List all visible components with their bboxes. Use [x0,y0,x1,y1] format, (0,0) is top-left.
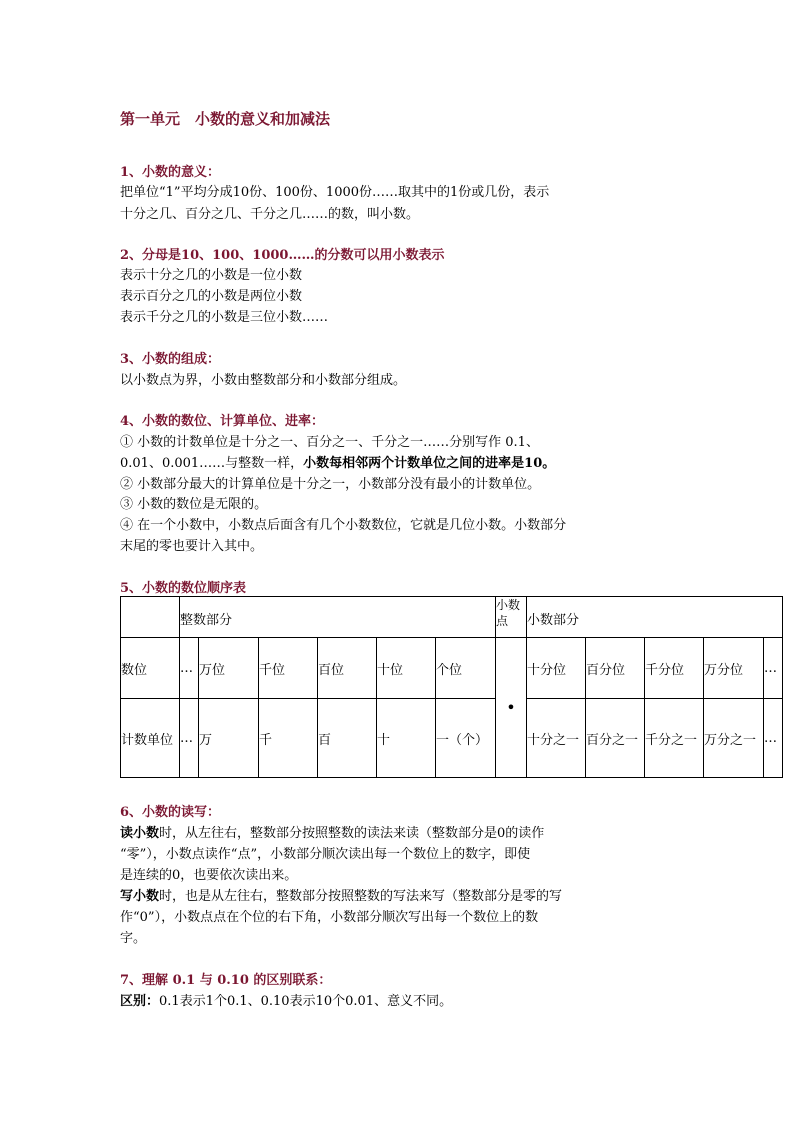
decimal-point-dot: • [496,638,527,778]
write-text: 时，也是从左往右，整数部分按照整数的写法来写（整数部分是零的写 [159,889,563,904]
int-place: 万位 [199,638,259,699]
unit-row-label: 计数单位 [121,699,180,778]
section-4-line-2-bold: 小数每相邻两个计数单位之间的进率是10。 [303,456,556,471]
ellipsis-left: … [180,638,199,699]
section-4-heading: 4、小数的数位、计算单位、进率： [120,414,325,429]
decimal-part-header: 小数部分 [527,597,783,638]
section-4-line-1: ① 小数的计数单位是十分之一、百分之一、千分之一……分别写作 0.1、 [120,435,539,450]
section-4-line-6: 末尾的零也要计入其中。 [120,539,264,554]
section-3-line-1: 以小数点为界，小数由整数部分和小数部分组成。 [120,373,407,388]
section-7-heading: 7、理解 0.1 与 0.10 的区别联系： [120,973,332,988]
read-label: 读小数 [120,826,160,841]
int-place: 个位 [436,638,496,699]
section-4-line-2 [120,452,555,471]
section-4-line-5: ④ 在一个小数中，小数点后面含有几个小数数位，它就是几位小数。小数部分 [120,518,567,533]
section-6-write-line-1 [120,885,562,904]
section-1-heading: 1、小数的意义： [120,165,221,180]
ellipsis-right: … [764,699,783,778]
dec-unit: 千分之一 [645,699,704,778]
int-place: 百位 [318,638,377,699]
dec-place: 千分位 [645,638,704,699]
decimal-point-header: 小数点 [496,597,527,638]
section-2-line-2: 表示百分之几的小数是两位小数 [120,289,303,304]
dec-place: 十分位 [527,638,586,699]
dec-unit: 百分之一 [586,699,645,778]
ellipsis-right: … [764,638,783,699]
ellipsis-left: … [180,699,199,778]
section-2-heading: 2、分母是10、100、1000……的分数可以用小数表示 [120,248,445,263]
int-place: 十位 [377,638,436,699]
section-6-write-line-3: 字。 [120,931,147,946]
dec-unit: 万分之一 [704,699,764,778]
read-text: 时，从左往右，整数部分按照整数的读法来读（整数部分是0的读作 [159,826,545,841]
table-corner-cell [121,597,180,638]
section-4-line-3: ② 小数部分最大的计算单位是十分之一，小数部分没有最小的计数单位。 [120,477,541,492]
int-place: 千位 [259,638,318,699]
difference-text: 0.1表示1个0.1、0.10表示10个0.01、意义不同。 [159,994,453,1009]
section-5-heading: 5、小数的数位顺序表 [120,581,247,596]
section-1-line-1: 把单位“1”平均分成10份、100份、1000份……取其中的1份或几份，表示 [120,185,550,200]
int-unit: 百 [318,699,377,778]
int-unit: 一（个） [436,699,496,778]
int-unit: 千 [259,699,318,778]
write-label: 写小数 [120,889,160,904]
section-4-line-2-text: 0.01、0.001……与整数一样， [120,456,304,471]
section-6-heading: 6、小数的读写： [120,805,221,820]
difference-label: 区别： [120,994,160,1009]
dec-place: 百分位 [586,638,645,699]
int-unit: 十 [377,699,436,778]
section-2-line-1: 表示十分之几的小数是一位小数 [120,268,303,283]
section-1-line-2: 十分之几、百分之几、千分之几……的数，叫小数。 [120,207,420,222]
section-2-line-3: 表示千分之几的小数是三位小数…… [120,310,329,325]
section-4-line-4: ③ 小数的数位是无限的。 [120,497,268,512]
section-6-read-line-2: “零”），小数点读作“点”，小数部分顺次读出每一个数位上的数字，即使 [120,847,531,862]
dec-place: 万分位 [704,638,764,699]
section-6-read-line-1 [120,822,544,841]
section-6-read-line-3: 是连续的0，也要依次读出来。 [120,868,298,883]
section-7-line-1 [120,990,452,1009]
section-6-write-line-2: 作“0”），小数点点在个位的右下角，小数部分顺次写出每一个数位上的数 [120,910,539,925]
integer-part-header: 整数部分 [180,597,496,638]
page-title: 第一单元 小数的意义和加减法 [120,110,331,128]
place-value-table [120,596,783,778]
dec-unit: 十分之一 [527,699,586,778]
section-3-heading: 3、小数的组成： [120,352,221,367]
int-unit: 万 [199,699,259,778]
place-row-label: 数位 [121,638,180,699]
